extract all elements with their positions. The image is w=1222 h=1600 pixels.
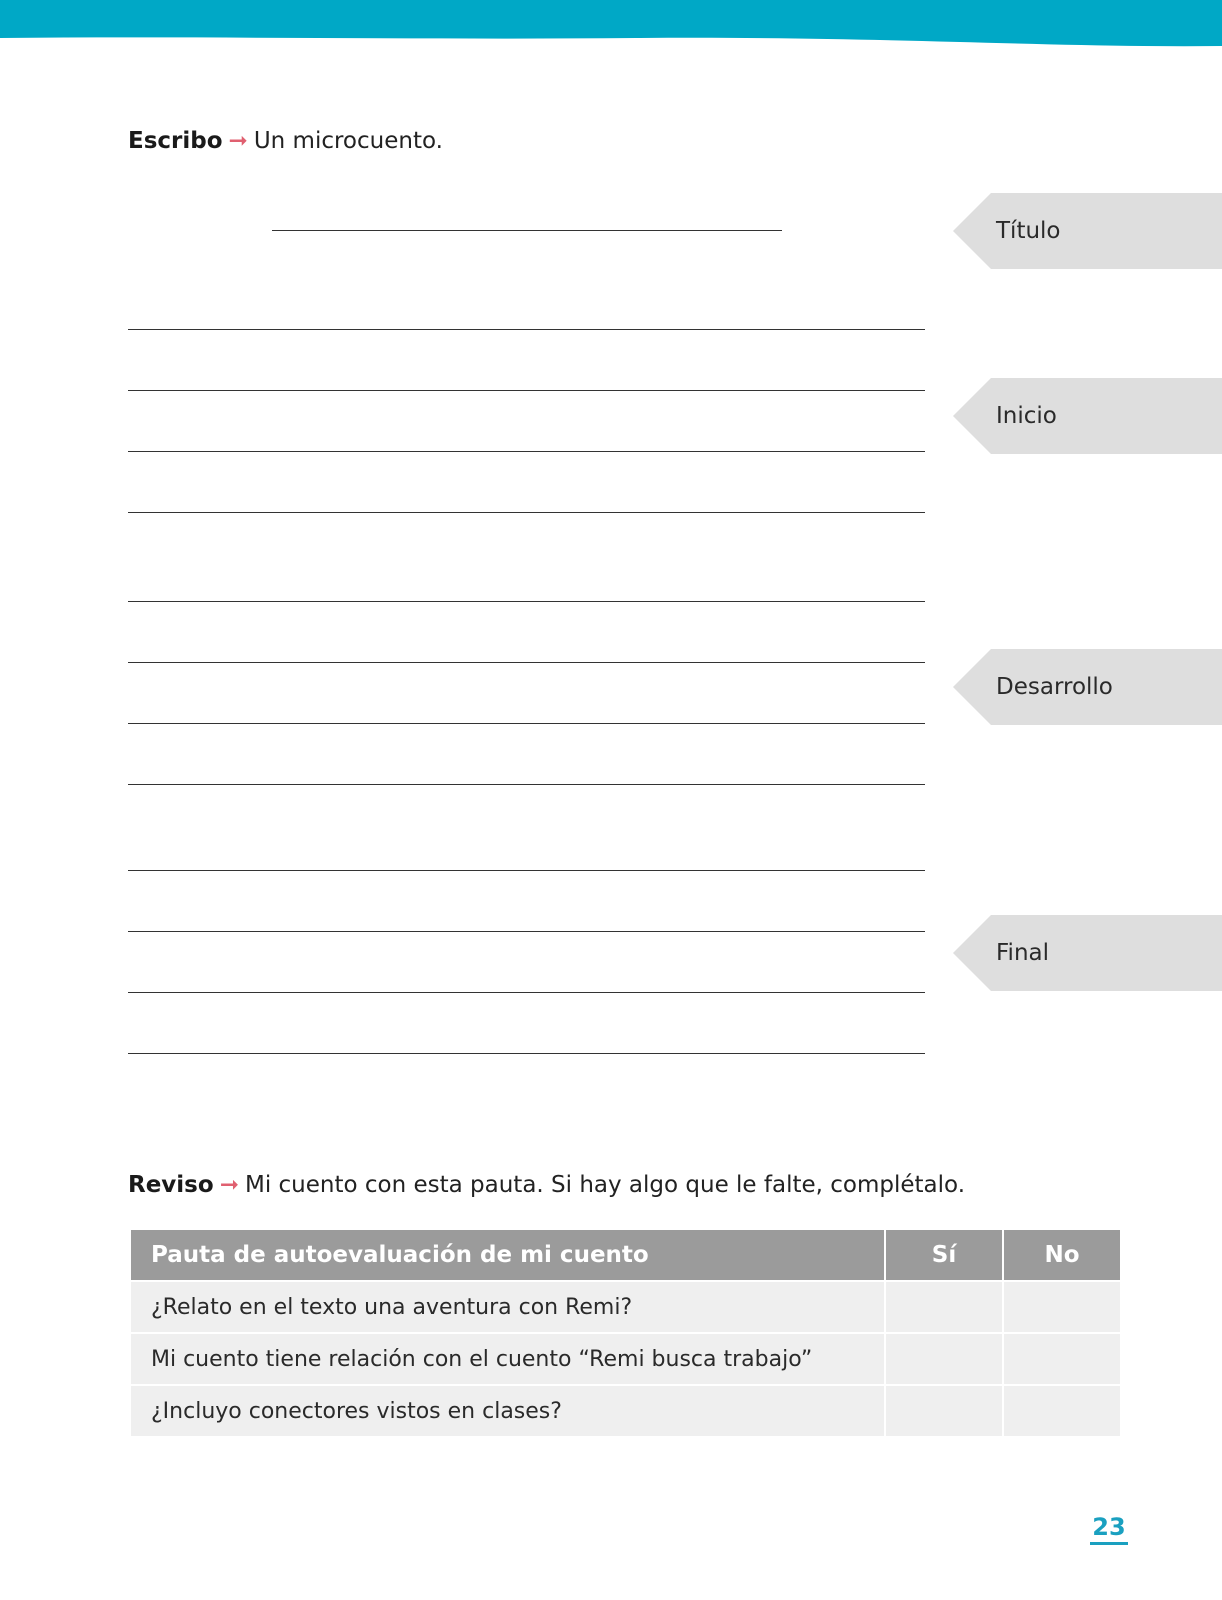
si-checkbox-cell[interactable] bbox=[886, 1386, 1002, 1436]
section-tag-titulo bbox=[953, 193, 1222, 269]
si-checkbox-cell[interactable] bbox=[886, 1282, 1002, 1332]
writing-line[interactable] bbox=[128, 390, 925, 391]
section-tag-final bbox=[953, 915, 1222, 991]
page-number: 23 bbox=[1090, 1513, 1128, 1545]
section-tag-label: Inicio bbox=[996, 403, 1057, 429]
reviso-instruction bbox=[128, 1172, 965, 1198]
section-tag-label: Título bbox=[996, 218, 1061, 244]
writing-line[interactable] bbox=[128, 662, 925, 663]
criterion-text: ¿Relato en el texto una aventura con Remi? bbox=[131, 1282, 884, 1332]
top-wave-band bbox=[0, 0, 1222, 60]
header-si: Sí bbox=[886, 1230, 1002, 1280]
section-tag-desarrollo bbox=[953, 649, 1222, 725]
tag-arrow-shape bbox=[953, 378, 1222, 454]
self-evaluation-table bbox=[129, 1228, 1122, 1438]
tag-arrow-shape bbox=[953, 915, 1222, 991]
reviso-keyword: Reviso bbox=[128, 1172, 214, 1198]
escribo-instruction bbox=[128, 128, 443, 154]
header-criteria: Pauta de autoevaluación de mi cuento bbox=[131, 1230, 884, 1280]
arrow-right-icon: ➞ bbox=[219, 1172, 239, 1198]
no-checkbox-cell[interactable] bbox=[1004, 1334, 1120, 1384]
table-row bbox=[131, 1282, 1120, 1332]
section-tag-inicio bbox=[953, 378, 1222, 454]
writing-line[interactable] bbox=[128, 931, 925, 932]
criterion-text: Mi cuento tiene relación con el cuento “Remi busca trabajo” bbox=[131, 1334, 884, 1384]
criterion-text: ¿Incluyo conectores vistos en clases? bbox=[131, 1386, 884, 1436]
escribo-keyword: Escribo bbox=[128, 128, 223, 154]
arrow-right-icon: ➞ bbox=[228, 128, 248, 154]
header-no: No bbox=[1004, 1230, 1120, 1280]
escribo-text: Un microcuento. bbox=[253, 128, 443, 154]
no-checkbox-cell[interactable] bbox=[1004, 1282, 1120, 1332]
table-header-row bbox=[131, 1230, 1120, 1280]
writing-line[interactable] bbox=[128, 1053, 925, 1054]
writing-line[interactable] bbox=[128, 784, 925, 785]
table-row bbox=[131, 1386, 1120, 1436]
writing-line[interactable] bbox=[128, 601, 925, 602]
no-checkbox-cell[interactable] bbox=[1004, 1386, 1120, 1436]
si-checkbox-cell[interactable] bbox=[886, 1334, 1002, 1384]
writing-line[interactable] bbox=[128, 870, 925, 871]
section-tag-label: Desarrollo bbox=[996, 674, 1113, 700]
writing-line[interactable] bbox=[128, 512, 925, 513]
writing-line[interactable] bbox=[128, 723, 925, 724]
writing-line[interactable] bbox=[128, 992, 925, 993]
title-writing-line[interactable] bbox=[272, 230, 782, 231]
reviso-text: Mi cuento con esta pauta. Si hay algo que le falte, complétalo. bbox=[244, 1172, 965, 1198]
section-tag-label: Final bbox=[996, 940, 1050, 966]
tag-arrow-shape bbox=[953, 193, 1222, 269]
writing-line[interactable] bbox=[128, 329, 925, 330]
writing-line[interactable] bbox=[128, 451, 925, 452]
table-row bbox=[131, 1334, 1120, 1384]
